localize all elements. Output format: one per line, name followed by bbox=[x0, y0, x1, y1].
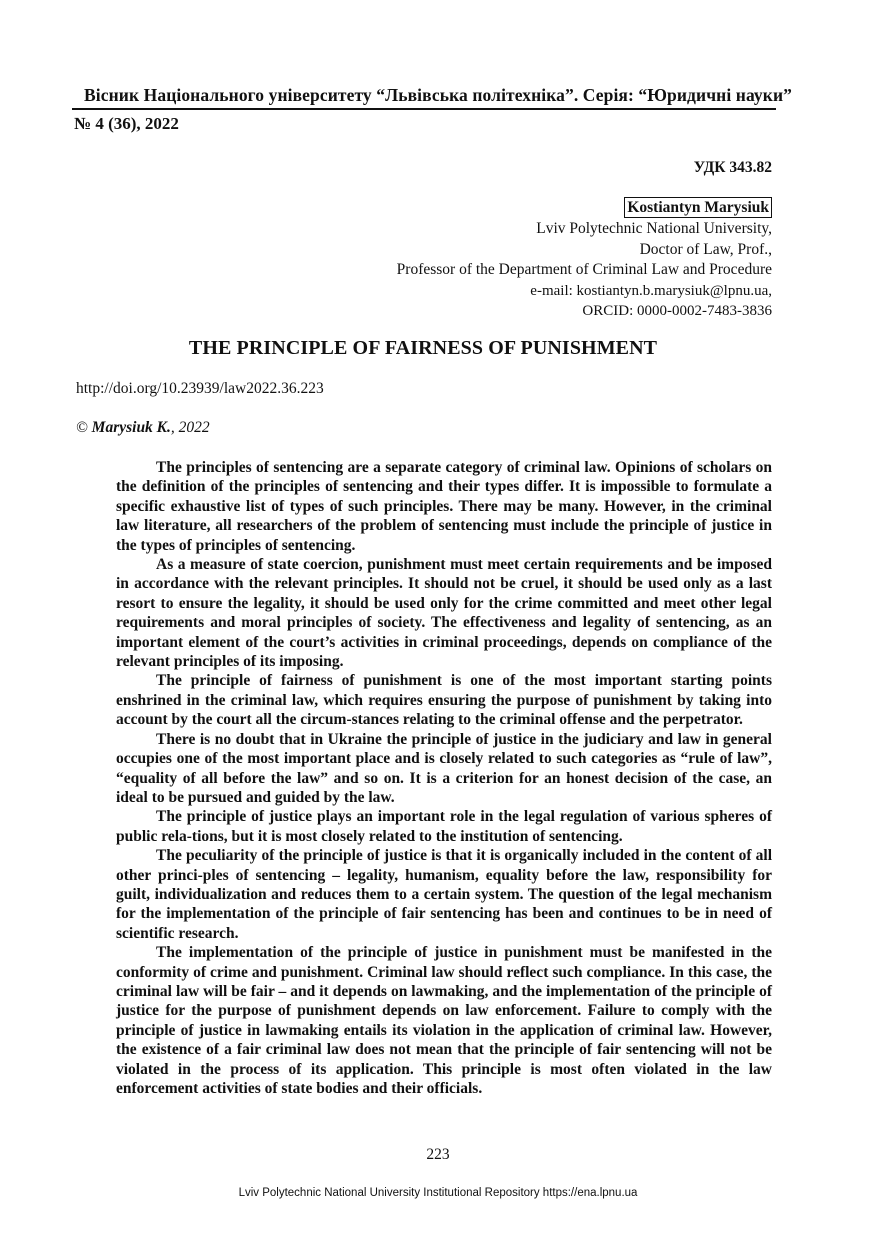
author-email: e-mail: kostiantyn.b.marysiuk@lpnu.ua, bbox=[530, 282, 772, 299]
copyright-year: , 2022 bbox=[170, 419, 210, 436]
doi-link[interactable]: http://doi.org/10.23939/law2022.36.223 bbox=[76, 380, 324, 397]
author-position: Professor of the Department of Criminal Law and Procedure bbox=[396, 261, 772, 278]
issue-number: № 4 (36), 2022 bbox=[74, 114, 179, 133]
journal-title: Вісник Національного університету “Львівська політехніка”. Серія: “Юридичні науки” bbox=[84, 85, 792, 105]
abstract-paragraph: The principles of sentencing are a separate category of criminal law. Opinions of scholars on the definition of the principles of sentencing and their types differ. It is impossible to formulate a specific exhaustive list of types of such principles. There may be many. However, in the criminal law literature, all researchers of the problem of sentencing must include the principle of justice in the types of principles of sentencing. bbox=[116, 459, 772, 554]
article-title: THE PRINCIPLE OF FAIRNESS OF PUNISHMENT bbox=[188, 337, 658, 359]
repository-footer: Lviv Polytechnic National University Institutional Repository https://ena.lpnu.ua bbox=[238, 1187, 638, 1199]
copyright-symbol: © bbox=[76, 419, 92, 436]
abstract-paragraph: There is no doubt that in Ukraine the principle of justice in the judiciary and law in general occupies one of the most important place and is closely related to such categories as “rule of law”, “equality of all before the law” and so on. It is a criterion for an honest decision of the case, an ideal to be pursued and guided by the law. bbox=[116, 730, 772, 806]
abstract bbox=[116, 458, 772, 1098]
abstract-paragraph: The principle of fairness of punishment is one of the most important starting points enshrined in the criminal law, which requires ensuring the purpose of punishment by taking into account by the court all the circum-stances relating to the criminal offense and the perpetrator. bbox=[116, 672, 772, 729]
abstract-paragraph: As a measure of state coercion, punishment must meet certain requirements and be imposed in accordance with the relevant principles. It should not be cruel, it should be used only as a last resort to ensure the legality, it should be used only for the crime committed and meet other legal requirements and moral principles of society. The effectiveness and legality of sentencing, as an important element of the court’s activities in criminal proceedings, depends on compliance of the relevant principles of its imposing. bbox=[116, 556, 772, 671]
header-rule bbox=[72, 108, 776, 110]
udc-code: УДК 343.82 bbox=[693, 159, 772, 176]
copyright-line bbox=[76, 419, 210, 437]
copyright-author: Marysiuk K. bbox=[91, 419, 171, 436]
page-number: 223 bbox=[426, 1146, 450, 1163]
author-block bbox=[397, 197, 772, 322]
abstract-paragraph: The principle of justice plays an important role in the legal regulation of various spheres of public rela-tions, but it is most closely related to the institution of sentencing. bbox=[116, 808, 772, 845]
author-degree: Doctor of Law, Prof., bbox=[639, 240, 772, 258]
abstract-paragraph: The implementation of the principle of justice in punishment must be manifested in the conformity of crime and punishment. Criminal law should reflect such compliance. In this case, the criminal law will be fair – and it depends on lawmaking, and the implementation of the principle of justice for the purpose of punishment depends on law enforcement. Failure to comply with the principle of justice in lawmaking entails its violation in the application of criminal law. However, the existence of a fair criminal law does not mean that the principle of fair sentencing will not be violated in the process of its application. This principle is most often violated in the law enforcement activities of state bodies and their officials. bbox=[116, 944, 772, 1097]
author-name: Kostiantyn Marysiuk bbox=[624, 197, 772, 218]
author-orcid: ORCID: 0000-0002-7483-3836 bbox=[582, 303, 772, 319]
author-affiliation: Lviv Polytechnic National University, bbox=[536, 220, 772, 237]
abstract-paragraph: The peculiarity of the principle of justice is that it is organically included in the content of all other princi-ples of sentencing – legality, humanism, equality before the law, responsibility for guilt, individualization and reduces them to a certain system. The question of the legal mechanism for the implementation of the principle of fair sentencing has been and continues to be in need of scientific research. bbox=[116, 847, 772, 942]
